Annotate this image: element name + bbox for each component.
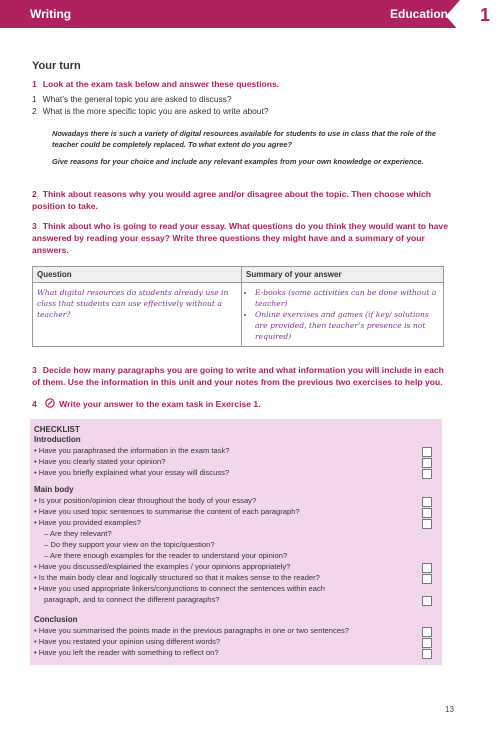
checklist-conclusion-heading: Conclusion [34, 615, 78, 624]
table-row [33, 283, 444, 347]
question-item: 1 What’s the general topic you are asked to discuss? [32, 94, 232, 104]
checklist-item: • Have you used appropriate linkers/conjunctions to connect the sentences within each [34, 584, 325, 593]
checklist-item: • Is the main body clear and logically structured so that it makes sense to the reader? [34, 573, 320, 582]
table-header-question: Question [33, 267, 242, 283]
checklist-main-heading: Main body [34, 485, 74, 494]
step-2: 2 Think about reasons why you would agree and/or disagree about the topic. Then choose which position to take. [32, 189, 431, 211]
answer-item: • E-books (some activities can be done without a teacher) [255, 287, 439, 309]
checklist-item: • Have you left the reader with something to reflect on? [34, 648, 219, 657]
checkbox[interactable] [422, 469, 432, 479]
checklist-item: • Have you used topic sentences to summarise the content of each paragraph? [34, 507, 300, 516]
checklist-item-continued: paragraph, and to connect the different paragraphs? [44, 595, 220, 604]
checkbox[interactable] [422, 627, 432, 637]
step-3b: 3 Decide how many paragraphs you are going to write and what information you will include in each of them. Use the information in this unit and your notes from the previous two exercises to help you. [32, 365, 444, 387]
checklist-item: • Is your position/opinion clear throughout the body of your essay? [34, 496, 257, 505]
step-1: 1 Look at the exam task below and answer these questions. [32, 79, 280, 89]
checklist-item: • Have you summarised the points made in the previous paragraphs in one or two sentences? [34, 626, 350, 635]
exam-task-prompt: Nowadays there is such a variety of digital resources available for students to use in class that the role of the teacher could be completely replaced. To what extent do you agree? [52, 129, 437, 149]
checklist-subitem: – Are they relevant? [44, 529, 112, 538]
exam-task-instruction: Give reasons for your choice and include any relevant examples from your own knowledge or experience. [52, 157, 424, 166]
checklist-subitem: – Do they support your view on the topic/question? [44, 540, 215, 549]
exam-task [52, 128, 447, 173]
page-header [0, 0, 500, 28]
checklist-intro-heading: Introduction [34, 435, 81, 444]
checklist-title: CHECKLIST [34, 425, 80, 434]
checklist-panel [30, 419, 442, 665]
checkbox[interactable] [422, 458, 432, 468]
checklist-item: • Have you discussed/explained the examples / your opinions appropriately? [34, 562, 291, 571]
your-turn-heading: Your turn [32, 60, 81, 72]
unit-tab-arrow [446, 0, 460, 32]
checkbox[interactable] [422, 447, 432, 457]
checkbox[interactable] [422, 638, 432, 648]
checkbox[interactable] [422, 574, 432, 584]
step-3a: 3 Think about who is going to read your essay. What questions do you think they would want to have answered by reading your essay? Write three questions they might have and a summary of your answers. [32, 221, 448, 255]
table-cell-question: What digital resources do students already use in class that students can use effectively without a teacher? [33, 283, 242, 347]
answer-item: • Online exercises and games (if key/ solutions are provided, then teacher’s presence is not required) [255, 309, 439, 342]
checklist-item: • Have you clearly stated your opinion? [34, 457, 166, 466]
checkbox[interactable] [422, 497, 432, 507]
checklist-item: • Have you provided examples? [34, 518, 141, 527]
questions-table [32, 266, 444, 347]
checkbox[interactable] [422, 563, 432, 573]
checkbox[interactable] [422, 596, 432, 606]
checkbox[interactable] [422, 649, 432, 659]
question-list [32, 93, 268, 117]
question-item: 2 What is the more specific topic you are asked to write about? [32, 106, 269, 116]
table-header-summary: Summary of your answer [242, 267, 444, 283]
checklist-item: • Have you paraphrased the information in the exam task? [34, 446, 230, 455]
checklist-item: • Have you restated your opinion using different words? [34, 637, 221, 646]
checklist-item: • Have you briefly explained what your essay will discuss? [34, 468, 230, 477]
checklist-subitem: – Are there enough examples for the reader to understand your opinion? [44, 551, 288, 560]
checkbox[interactable] [422, 508, 432, 518]
unit-title: Education [389, 7, 448, 21]
section-title: Writing [30, 7, 72, 21]
table-cell-summary [242, 283, 444, 347]
writing-task-icon [45, 398, 55, 408]
unit-number: 1 [479, 5, 490, 25]
checkbox[interactable] [422, 519, 432, 529]
page-number: 13 [445, 705, 454, 714]
step-4: 4 Write your answer to the exam task in Exercise 1. [32, 399, 261, 409]
